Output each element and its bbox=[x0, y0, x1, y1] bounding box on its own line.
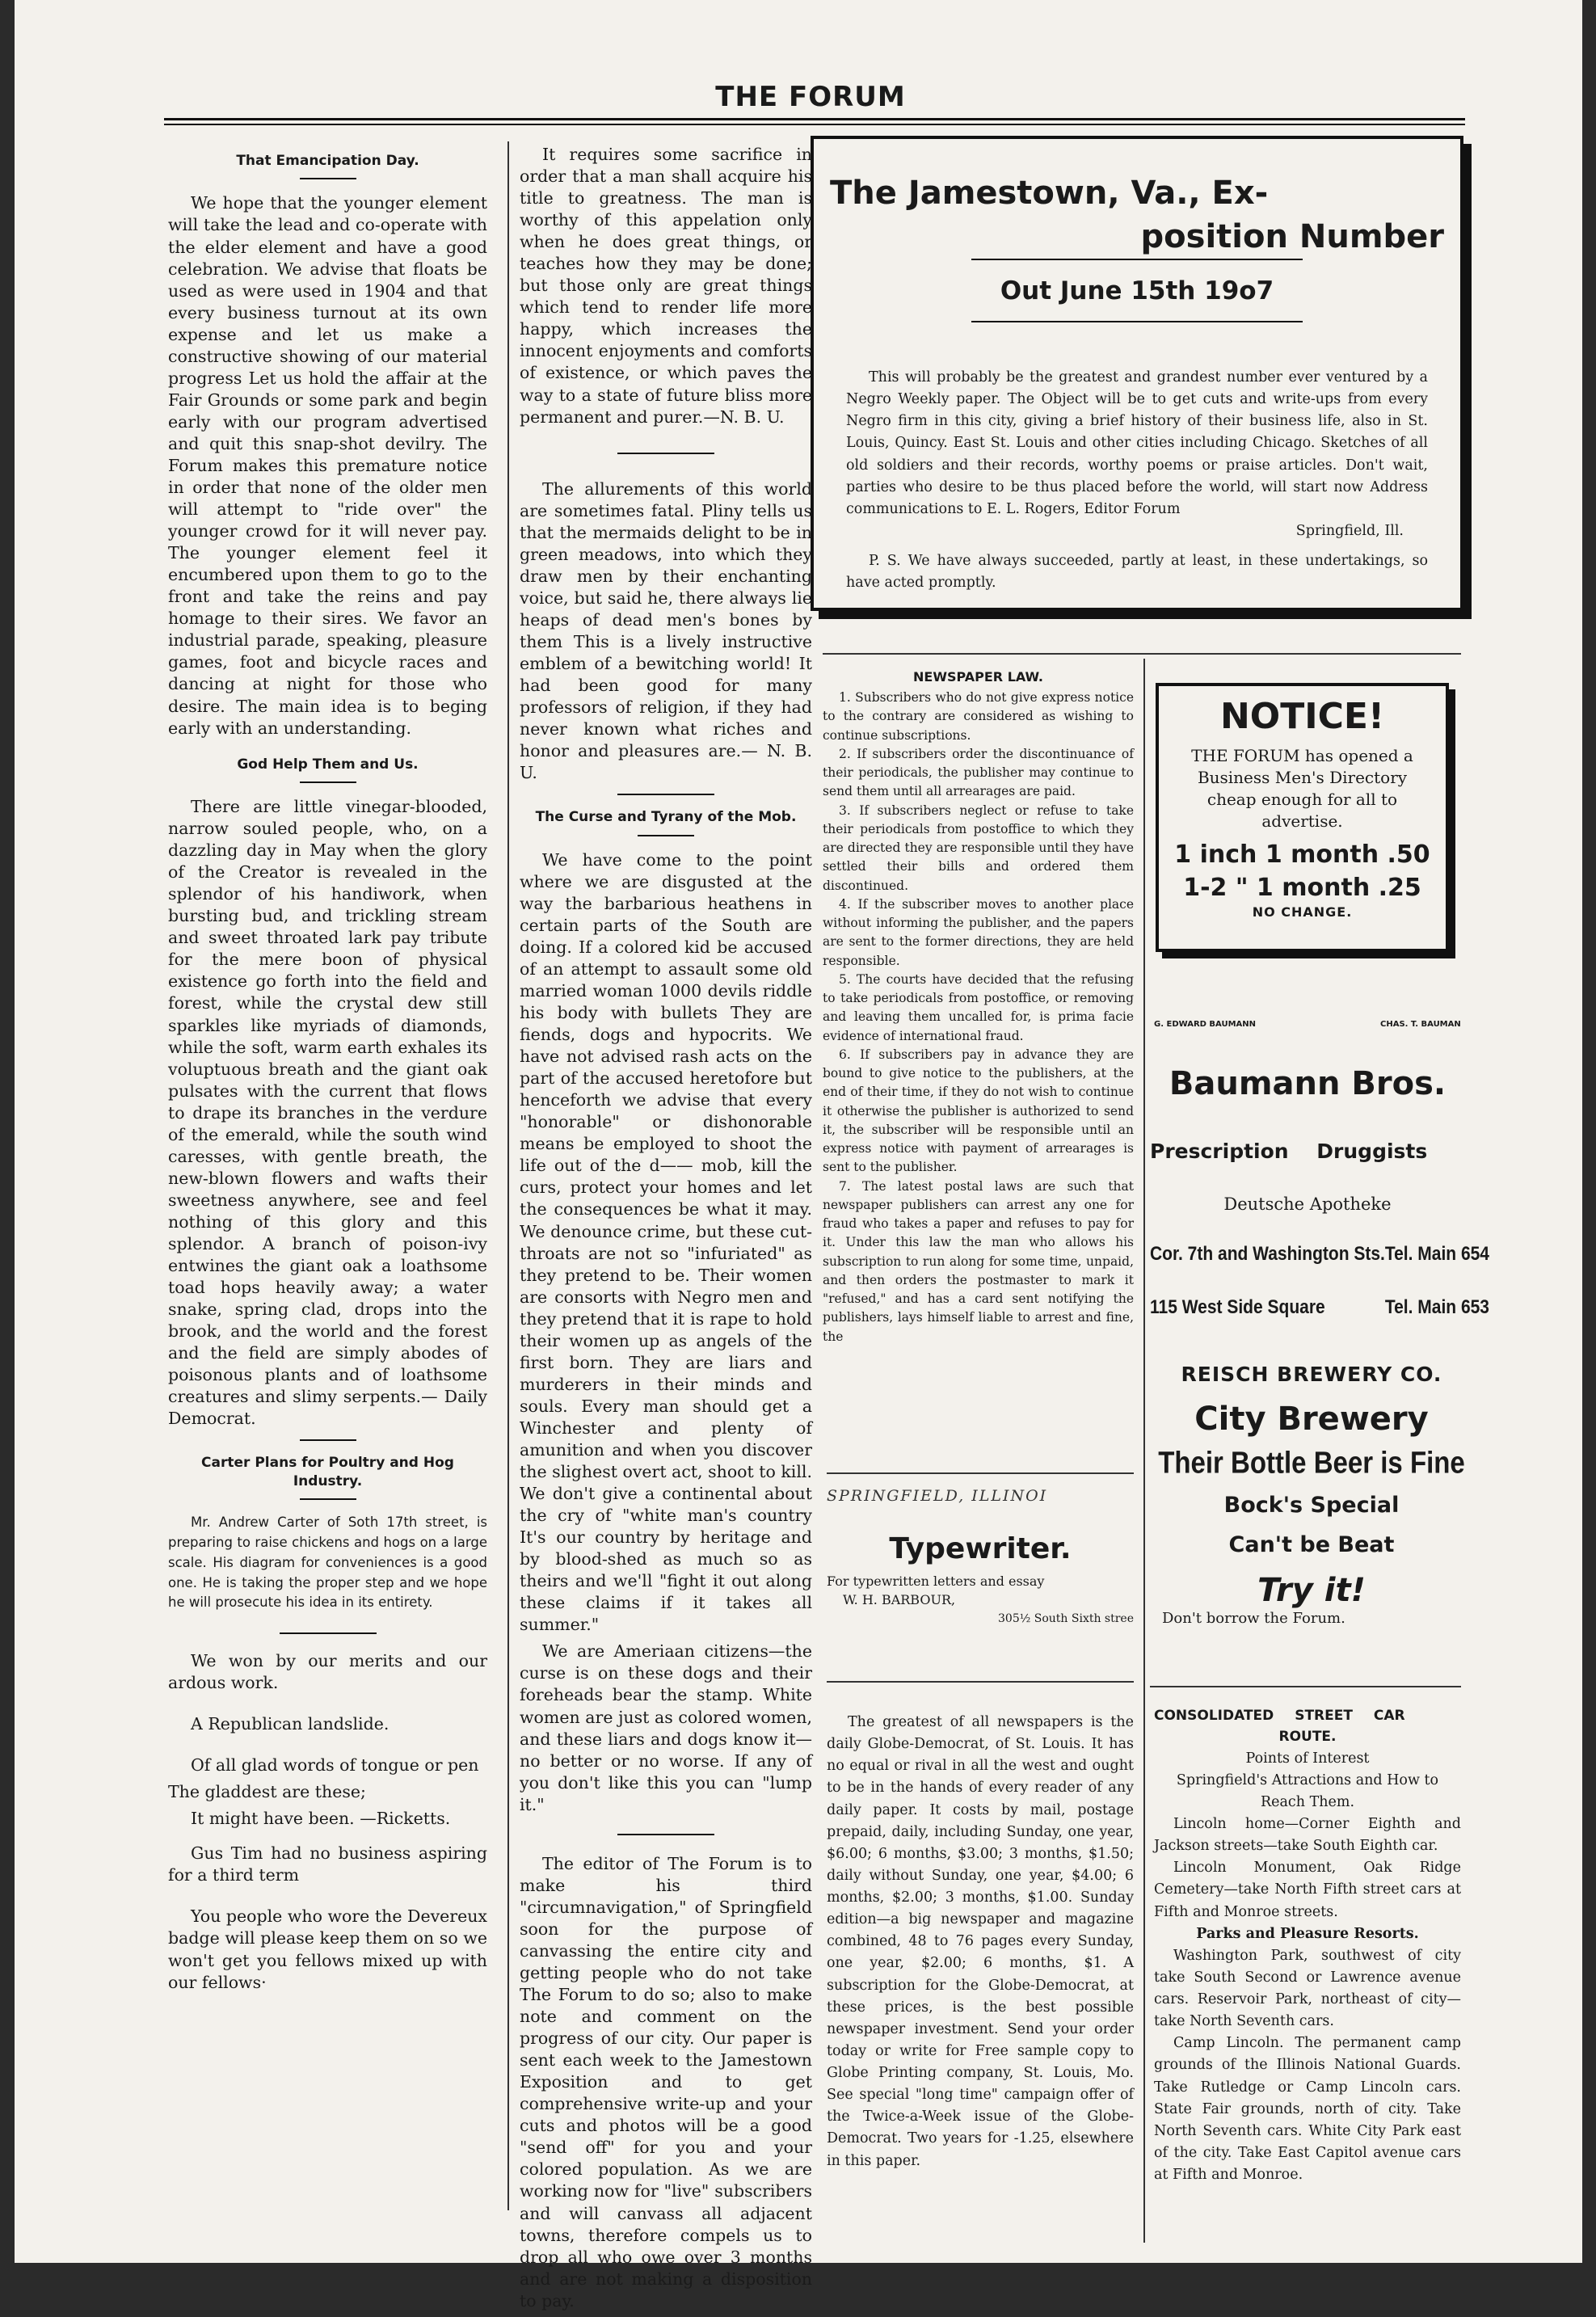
newspaper-law: NEWSPAPER LAW. 1. Subscribers who do not give express notice to the contrary are considered as wishing to continue subscriptions. 2. If subscribers order the discontinuance of their periodicals, the publisher may continue to send them until all arrearages are paid. 3. If subscribers neglect or refuse to take their periodicals from postoffice to which they are directed they are responsible until they have settled their bills and ordered them discontinued. 4. If the subscriber moves to another place without informing the publisher, and the papers are sent to the former directions, they are held responsible. 5. The courts have decided that the refusing to take periodicals from postoffice, or removing and leaving them uncalled for, is prima facie evidence of international fraud. 6. If subscribers pay in advance they are bound to give notice to the publishers, at the end of their time, if they do not wish to continue it otherwise the publisher is authorized to send it, the subscriber will be responsible until an express notice with payment of arrearages is sent to the publisher. 7. The latest postal laws are such that newspaper publishers can arrest any one for fraud who takes a paper and refuses to pay for it. Under this law the man who allows his subscription to run along for some time, unpaid, and then orders the postmaster to mark it "refused," and has a card sent notifying the publishers, lays himself liable to arrest and fine, the bbox=[823, 669, 1134, 1344]
divider bbox=[300, 178, 356, 179]
divider bbox=[971, 321, 1303, 322]
divider bbox=[823, 653, 1461, 655]
notice-rate-1: 1 inch 1 month .50 bbox=[1174, 840, 1430, 869]
jamestown-signature: Springfield, Ill. bbox=[1295, 522, 1404, 539]
article-american-citizens: We are Ameriaan citizens—the curse is on these dogs and their foreheads bear the stamp. White women are just as colored women, and these liars and dogs know it—no better or no worse. If any of you don't like this you can "lump it." bbox=[520, 1641, 812, 1814]
street-car-title: CONSOLIDATED STREET CAR bbox=[1154, 1708, 1405, 1724]
divider bbox=[1150, 1686, 1461, 1687]
divider bbox=[300, 1439, 356, 1441]
newspaper-law-title: NEWSPAPER LAW. bbox=[913, 669, 1043, 685]
brief-republican-landslide: A Republican landslide. bbox=[191, 1714, 390, 1734]
column-1 bbox=[168, 144, 487, 1999]
typewriter-ad: SPRINGFIELD, ILLINOI Typewriter. For typewritten letters and essay W. H. BARBOUR, 305½ South Sixth stree bbox=[827, 1487, 1134, 1625]
poem-line-1: Of all glad words of tongue or pen bbox=[191, 1755, 479, 1776]
baumann-title: Baumann Bros. bbox=[1169, 1065, 1447, 1102]
masthead: THE FORUM bbox=[715, 81, 906, 113]
brief-devereux-badge: You people who wore the Devereux badge will please keep them on so we won't get you fellows mixed up with our fellows· bbox=[168, 1906, 487, 1992]
divider bbox=[617, 453, 714, 454]
divider bbox=[827, 1681, 1134, 1683]
divider bbox=[617, 1834, 714, 1835]
masthead-rule-thin bbox=[164, 124, 1465, 125]
article-god-help-them: There are little vinegar-blooded, narrow souled people, who, on a dazzling day in May when the glory of the Creator is revealed in the splendor of his handiwork, when bursting bud, and trickling stream and sweet throated lark pay tribute for the mere boon of physical existence go forth into the field and forest, while the crystal dew still sparkles like myriads of diamonds, while the soft, warm earth exhales its voluptuous breath and the giant oak pulsates with the current that flows to drape its branches in the verdure of the emerald, while the south wind caresses, with gentle breath, the new-blown flowers and wafts their sweetness anywhere, see and feel nothing of this glory and this splendor. A branch of poison-ivy entwines the giant oak a loathsome toad hops heavily away; a water snake, spring clad, drops into the brook, and the world and the forest and the field are simply abodes of poisonous plants and of loathsome creatures and slimy serpents.— Daily Democrat. bbox=[168, 797, 487, 1429]
baumann-address-2: 115 West Side Square Tel. Main 653 bbox=[1150, 1296, 1489, 1318]
street-car-route: CONSOLIDATED STREET CAR ROUTE. Points of Interest Springfield's Attractions and How to Reach Them. Lincoln home—Corner Eighth and Jackson streets—take South Eighth car. Lincoln Monument, Oak Ridge Cemetery—take North Fifth street cars at Fifth and Monroe streets. Parks and Pleasure Resorts. Washington Park, southwest of city take South Second or Lawrence avenue cars. Reservoir Park, northeast of city—take North Seventh cars. Camp Lincoln. The permanent camp grounds of the Illinois National Guards. Take Rutledge or Camp Lincoln cars. State Fair grounds, north of city. Take North Seventh cars. White City Park east of the city. Take East Capitol avenue cars at Fifth and Monroe. bbox=[1154, 1705, 1461, 2186]
article-allurements: The allurements of this world are sometimes fatal. Pliny tells us that the mermaids delight to be in green meadows, into which they draw men by their enchanting voice, but said he, there always lie heaps of dead men's bones by them This is a lively instructive emblem of a bewitching world! It had been good for many professors of religion, if they had never known what riches and honor and pleasures are.— N. B. U. bbox=[520, 478, 812, 783]
column-divider bbox=[507, 141, 509, 2210]
poem-line-3: It might have been. —Ricketts. bbox=[191, 1809, 451, 1829]
jamestown-exposition-ad bbox=[811, 136, 1463, 611]
notice-body: THE FORUM has opened a Business Men's Directory cheap enough for all to advertise. bbox=[1191, 746, 1413, 831]
jamestown-postscript: P. S. We have always succeeded, partly at least, in these undertakings, so have acted promptly. bbox=[846, 553, 1428, 592]
divider bbox=[300, 1498, 356, 1500]
column-2 bbox=[520, 144, 812, 2317]
baumann-apotheke: Deutsche Apotheke bbox=[1223, 1194, 1392, 1214]
notice-title: NOTICE! bbox=[1219, 696, 1385, 737]
reisch-brewery-ad: REISCH BREWERY CO. City Brewery Their Bottle Beer is Fine Bock's Special Can't be Beat Try it! bbox=[1158, 1363, 1465, 1609]
jamestown-release-date: Out June 15th 19o7 bbox=[1000, 276, 1274, 305]
notice-footer: NO CHANGE. bbox=[1252, 904, 1353, 920]
article-carter-plans: Mr. Andrew Carter of Soth 17th street, is preparing to raise chickens and hogs on a large scale. His diagram for conveniences is a good one. He is taking the proper step and we hope he will prosecute his idea in its entirety. bbox=[168, 1514, 487, 1611]
divider bbox=[300, 781, 356, 783]
brief-won-by-merits: We won by our merits and our ardous work. bbox=[168, 1651, 487, 1693]
divider bbox=[827, 1472, 1134, 1474]
jamestown-body: This will probably be the greatest and grandest number ever ventured by a Negro Weekly paper. The Object will be to get cuts and write-ups from every Negro firm in this city, giving a brief history of their business life, also in St. Louis, Quincy. East St. Louis and other cities including Chicago. Sketches of all old soldiers and their records, worthy poems or praise articles. Don't wait, parties who desire to be thus placed before the world, will start now Address communications to E. L. Rogers, Editor Forum Springfield, Ill. P. S. We have always succeeded, partly at least, in these undertakings, so have acted promptly. bbox=[846, 367, 1428, 594]
brief-gus-tim: Gus Tim had no business aspiring for a third term bbox=[168, 1843, 487, 1885]
article-editor-canvass: The editor of The Forum is to make his third "circumnavigation," of Springfield soon for the purpose of canvassing the entire city and getting people who do not take The Forum to do so; also to make note and comment on the progress of our city. Our paper is sent each week to the Jamestown Exposition and to get comprehensive write-up and your cuts and photos will be a good "send off" for you and your colored population. As we are working now for "live" subscribers and will canvass all adjacent towns, therefore compels us to drop all who owe over 3 months and are not making a disposition to pay. bbox=[520, 1853, 812, 2311]
baumann-partner-left: G. EDWARD BAUMANN bbox=[1154, 1020, 1257, 1029]
article-sacrifice: It requires some sacrifice in order that a man shall acquire his title to greatness. The man is worthy of this appelation only when he does great things, or teaches how they may be done; but those only are great things which tend to render life more happy, which increases the innocent enjoyments and comforts of existence, or which paves the way to a state of future bliss more permanent and purer.—N. B. U. bbox=[520, 145, 812, 427]
divider bbox=[971, 259, 1303, 260]
baumann-partner-right: CHAS. T. BAUMAN bbox=[1380, 1020, 1461, 1029]
jamestown-title: The Jamestown, Va., Ex- position Number bbox=[830, 175, 1444, 255]
poem-line-2: The gladdest are these; bbox=[168, 1782, 366, 1802]
baumann-subtitle: Prescription Druggists bbox=[1150, 1140, 1428, 1163]
dont-borrow-note: Don't borrow the Forum. bbox=[1162, 1610, 1345, 1627]
headline-god-help-them: God Help Them and Us. bbox=[237, 756, 419, 773]
article-emancipation-day: We hope that the younger element will take the lead and co-operate with the elder element and have a good celebration. We advise that floats be used as were used in 1904 and that every business turnout at its own expense and let us make a constructive showing of our material progress Let us hold the affair at the Fair Grounds or some park and begin early with our program advertised and quit this snap-shot devilry. The Forum makes this premature notice in order that none of the older men will attempt to "ride over" the younger crowd for it will never pay. The younger element feel it encumbered upon them to go to the front and take the reins and pay homage to their sires. We favor an industrial parade, speaking, pleasure games, foot and bicycle races and dancing at night for those who desire. The main idea is to beging early with an understanding. bbox=[168, 193, 487, 738]
baumann-address-1: Cor. 7th and Washington Sts. Tel. Main 654 bbox=[1150, 1243, 1489, 1265]
globe-democrat-ad: The greatest of all newspapers is the daily Globe-Democrat, of St. Louis. It has no equal or rival in all the west and ought to be in the hands of every reader of any daily paper. It costs by mail, postage prepaid, daily, including Sunday, one year, $6.00; 6 months, $3.00; 3 months, $1.50; daily without Sunday, one year, $4.00; 6 months, $2.00; 3 months, $1.00. Sunday edition—a big newspaper and magazine combined, 48 to 76 pages every Sunday, one year, $2.00; 6 months, $1. A subscription for the Globe-Democrat, at these prices, is the best possible newspaper investment. Send your order today or write for Free sample copy to Globe Printing company, St. Louis, Mo. See special "long time" campaign offer of the Twice-a-Week issue of the Globe-Democrat. Two years for -1.25, elsewhere in this paper. bbox=[827, 1714, 1134, 2169]
headline-emancipation-day: That Emancipation Day. bbox=[236, 153, 419, 169]
headline-carter-plans: Carter Plans for Poultry and Hog Industry. bbox=[201, 1455, 454, 1489]
divider bbox=[280, 1632, 377, 1634]
notice-directory-ad bbox=[1156, 683, 1449, 952]
divider bbox=[638, 835, 694, 836]
notice-rate-2: 1-2 " 1 month .25 bbox=[1183, 873, 1421, 902]
divider bbox=[617, 794, 714, 795]
headline-curse-of-mob: The Curse and Tyrany of the Mob. bbox=[535, 809, 797, 826]
newspaper-page bbox=[15, 0, 1582, 2311]
article-curse-of-mob: We have come to the point where we are disgusted at the way the barbarious heathens in certain parts of the South are doing. If a colored kid be accused of an attempt to assault some old married woman 1000 devils riddle his body with bullets They are fiends, dogs and hypocrits. We have not advised rash acts on the part of the accused heretofore but henceforth we advise that every "honorable" or dishonorable means be employed to shoot the life out of the d—— mob, kill the curs, protect your homes and let the consequences be what it may. We denounce crime, but these cut-throats are not so "infuriated" as they pretend to be. Their women are consorts with Negro men and they pretend that it is rape to hold their women up as angels of the first born. They are liars and murderers in their minds and souls. Every man should get a Winchester and plenty of amunition and when you discover the slighest overt act, shoot to kill. We don't give a continental about the cry of "white man's country It's our country by heritage and by blood-shed as much so as theirs and we'll "fight it out along these claims if it takes all summer." bbox=[520, 849, 812, 1635]
masthead-rule bbox=[164, 118, 1465, 120]
